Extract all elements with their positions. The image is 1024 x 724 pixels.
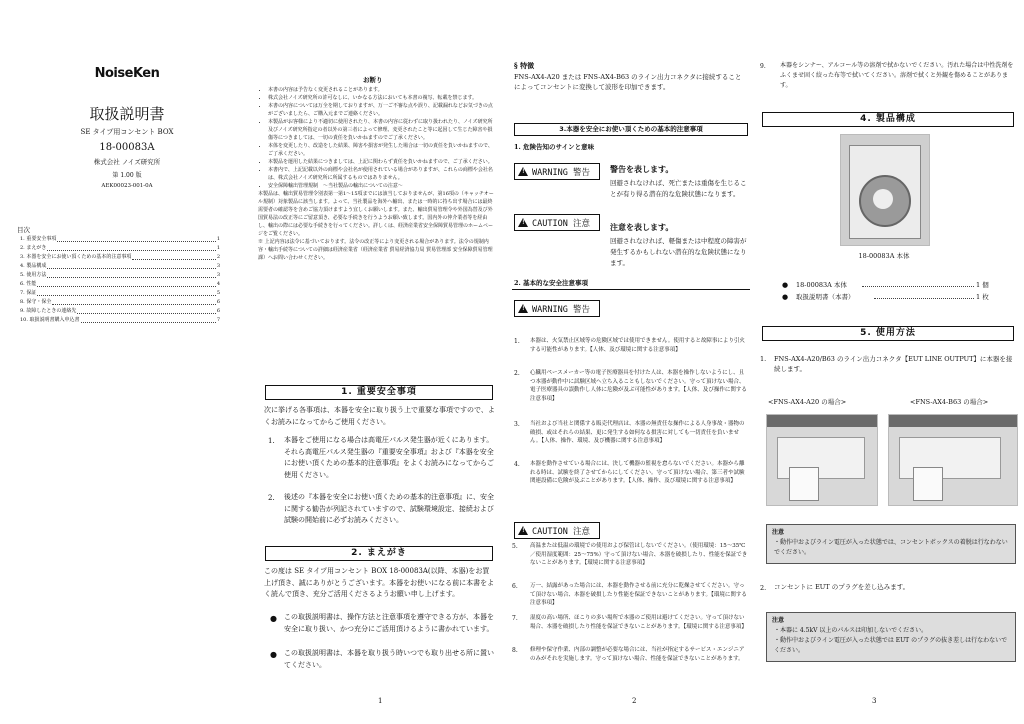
warning-title: 警告を表します。 [610, 164, 674, 174]
toc-item[interactable]: 8. 保守・保全 6 [20, 299, 220, 305]
caution-label-box: ! CAUTION 注意 [514, 522, 600, 539]
doc-subtitle: SE タイプ用コンセント BOX [80, 128, 174, 136]
caution-label-box: ! CAUTION 注意 [514, 214, 600, 231]
notice-heading: お断り [363, 76, 383, 84]
note-item: ・動作中およびライン電圧が入った状態では EUT のプラグの抜き差しは行なわないでください。 [774, 637, 1008, 654]
toc-item[interactable]: 5. 使用方法 3 [20, 272, 220, 278]
caution-item: 修理や保守作業、内部の調整が必要な場合には、当社が指定するサービス・エンジニアのみがそれを実施します。守って頂けない場合、性能を保証できないことがあります。 [530, 647, 745, 662]
step-1: FNS-AX4-A20/B63 のライン出力コネクタ【EUT LINE OUTPUT】に本器を接続します。 [774, 355, 1013, 373]
section3-heading: 3.本器を安全にお使い頂くための基本的注意事項 [514, 123, 748, 136]
caution-title: 注意を表します。 [610, 222, 674, 232]
figure-label-a20: <FNS-AX4-A20 の場合> [768, 398, 847, 406]
section1-item: 後述の『本器を安全にお使い頂くための基本的注意事項』に、安全に関する勧告が列記されていますので、試験環境設定、接続および試験の開始前に必ずお読みください。 [284, 493, 494, 524]
warning-text: 回避されなければ、死亡または重傷を生じることが有り得る潜在的な危険状態になります。 [610, 179, 747, 198]
note-item: ・動作中およびライン電圧が入った状態では、コンセントボックスの着脱は行なわないでください。 [774, 539, 1008, 556]
toc-heading: 目次 [17, 226, 30, 234]
notice-item: • 本書内で、上記記載以外の商標や会社名が使用されている場合がありますが、これらの商標や会社名は、株式会社ノイズ研究所に所属するものではありません。 [268, 166, 494, 182]
section4-heading: 4. 製品構成 [762, 112, 1014, 127]
toc-item[interactable]: 7. 保証 5 [20, 290, 220, 296]
notice-item: • 本書の内容は予告なく変更されることがあります。 [268, 86, 494, 94]
part-name: 18-00083A 本体 [796, 281, 847, 289]
toc-item[interactable]: 10. 取扱説明書購入申込書 7 [20, 317, 220, 323]
caution-triangle-icon [518, 526, 528, 535]
bullet-icon: ● [270, 614, 277, 623]
bullet-icon: ● [270, 650, 277, 659]
section3-sub1: 1. 危険告知のサインと意味 [514, 143, 595, 151]
bullet-icon: ● [782, 293, 789, 301]
section2-item: この取扱説明書は、操作方法と注意事項を遵守できる方が、本器を安全に取り扱い、かつ充分にご活用頂けるように書かれています。 [284, 613, 494, 633]
logo: NoiseKen [94, 66, 160, 81]
toc-item[interactable]: 6. 性能 4 [20, 281, 220, 287]
section1-heading: 1. 重要安全事項 [265, 385, 493, 400]
export-text: 本製品は、輸出貿易管理令別表第一第1～15項までには該当しておりませんが、第16項の（キャッチオール規制）対象製品に該当します。よって、当社製品を海外へ輸出、または一時的に持ち出す場合には最終需要者の確認等を含めご協力頂けますよう宜しくお願いします。また、輸出貿易管理令や外国為替及び外国貿易法の改正等にご留意頂き、必要な手続きを行うようお願い致します。国内外の仲介業者等を経由し、輸出の際には必要な手続きを行ってください。詳しくは、経済産業省安全保障貿易管理のホームページをご覧ください。 [258, 191, 494, 237]
caution-triangle-icon [518, 218, 528, 227]
warning-triangle-icon [518, 167, 528, 176]
caution-text: 回避されなければ、軽傷または中程度の障害が発生するかもしれない潜在的な危険状態になります。 [610, 237, 747, 267]
notice-item: • 株式会社ノイズ研究所の許可なしに、いかなる方法においても本書の複写、転載を禁じます。 [268, 94, 494, 102]
doc-company: 株式会社 ノイズ研究所 [93, 158, 161, 166]
export-footnote: ※ 上記内容は法令に基づいております。法令の改正等により変更される場合があります。法令の規制内容・輸出手続等についての詳細は経済産業省（経済産業省 貿易経済協力局 貿易管理部 安全保障貿易管理課）へお問い合わせください。 [258, 239, 493, 261]
connection-photo-b63 [888, 414, 1018, 506]
caution-item: 万一、結露があった場合には、本器を動作させる前に充分に乾燥させてください。守って頂けない場合、本器を破損したり性能を保証できないことがあります。【環境に関する注意事項】 [530, 583, 747, 606]
section2-intro: この度は SE タイプ用コンセント BOX 18-00083A(以降、本器)をお買上げ頂き、誠にありがとうございます。本器をお使いになる前に本書をよく読んで頂き、充分ご活用くださるようお願い申し上げます。 [264, 567, 495, 598]
features-heading: § 特徴 [514, 61, 535, 70]
doc-title: 取扱説明書 [89, 105, 165, 123]
connection-photo-a20 [766, 414, 878, 506]
doc-model: 18-00083A [99, 142, 155, 153]
warning-item: 本器は、火気禁止区域等の危険区域では使用できません。使用すると故障事により引火する可能性があります。【人体、及び環境に関する注意事項】 [530, 338, 745, 353]
doc-edition: 第 1.00 版 [112, 172, 142, 179]
warning-item: 当社および当社と関係する販売代理店は、本器の無責任な操作による人身事故・器物の破損、或はそれらの結果、更に発生する如何なる損害に対しても一切責任を負いません。【人体、操作、環境、及び機器に関する注意事項】 [530, 421, 745, 444]
page-1: NoiseKen 取扱説明書 SE タイプ用コンセント BOX 18-00083A 株式会社 ノイズ研究所 第 1.00 版 AEK00023-001-0A 目次 1. 重要安全事項 1 2. まえがき 1 3. 本器を安全にお使い頂くための基本的注意事項 2 4. 製品構成 3 5. 使用方法 3 6. 性能 4 7. 保証 5 8. 保守・保全 6 9. 故障したときの連絡先 6 10. 取扱説明書購入申込書 7 お断り • 本書の内容は予告なく変更されることがあります。 • 株式会社ノイズ研究所の許可なしに、いかなる方法においても本書の複写、転載を禁じます。 • 本書の内容については万全を期しておりますが、万一ご不審な点や誤り、記載漏れなどお気づきの点がございましたら、ご購入元までご連絡ください。 • 本製品がお客様により不適切に使用されたり、本書の内容に従わずに取り扱われたり、ノイズ研究所及びノイズ研究所指定の者以外の第三者によって修理、変更されたこと等に起因して生じた障害や損傷等につきましては、一切の責任を負いかねますのでご了承ください。 • 本体を変更したり、改造をした結果、障害や損害が発生した場合は一切の責任を負いかねますので、ご了承ください。 • 本製品を運用した結果につきましては、上記に関わらず責任を負いかねますので、ご了承ください。 • 本書内で、上記記載以外の商標や会社名が使用されている場合がありますが、これらの商標や会社名は、株式会社ノイズ研究所に所属するものではありません。 • 安全保障輸出管理規制 ～当社製品の輸出についての注意～ 本製品は、輸出貿易管理令別表第一第1～15項までには該当しておりませんが、第16項の（キャッチオール規制）対象製品に該当します。よって、当社製品を海外へ輸出、または一時的に持ち出す場合には最終需要者の確認等を含めご協力頂けますよう宜しくお願いします。また、輸出貿易管理令や外国為替及び外国貿易法の改正等にご留意頂き、必要な手続きを行うようお願い致します。国内外の仲介業者等を経由し、輸出の際には必要な手続きを行ってください。詳しくは、経済産業省安全保障貿易管理のホームページをご覧ください。 ※ 上記内容は法令に基づいております。法令の改正等により変更される場合があります。法令の規制内容・輸出手続等についての詳細は経済産業省（経済産業省 貿易経済協力局 貿易管理部 安全保障貿易管理課）へお問い合わせください。 1. 重要安全事項 次に挙げる各事項は、本器を安全に取り扱う上で重要な事項ですので、よくお読みになってからご使用ください。 1. 本器をご使用になる場合は高電圧パルス発生器が近くにあります。それら高電圧パルス発生器の『重要安全事項』および『本器を安全にお使い頂くための基本的注意事項』をよくお読みになってからご使用ください。 2. 後述の『本器を安全にお使い頂くための基本的注意事項』に、安全に関する勧告が列記されていますので、試験環境設定、接続および試験の開始前に必ずお読みください。 2. まえがき この度は SE タイプ用コンセント BOX 18-00083A(以降、本器)をお買上げ頂き、誠にありがとうございます。本器をお使いになる前に本書をよく読んで頂き、充分ご活用くださるようお願い申し上げます。 ● この取扱説明書は、操作方法と注意事項を遵守できる方が、本器を安全に取り扱い、かつ充分にご活用頂けるように書かれています。 ● この取扱説明書は、本器を取り扱う時いつでも取り出せる所に置いてください。 1 [0, 0, 512, 724]
warning-item: 本器を動作させている場合には、決して機器の監視を怠らないでください。本器から離れる時は、試験を終了させてからにしてください。守って頂けない場合、第三者や試験関連設備に危険が及ぶことがあります。【人体、操作、及び環境に関する注意事項】 [530, 461, 745, 484]
caution-item: 高温または低温の環境での使用および保管はしないでください。（使用環境：15～35℃／使用湿度範囲：25～75%）守って頂けない場合、本器を破損したり、性能を保証できないことがあります。【環境に関する注意事項】 [530, 543, 748, 566]
page-3: 9. 本器をシンナー、アルコール等の溶剤で拭かないでください。汚れた場合は中性洗剤をふくませ固く絞った布等で拭いてください。溶剤で拭くと外観を傷めることがあります。 4. 製品構成 18-00083A 本体 ● 18-00083A 本体 1 個 ● 取扱説明書（本書） 1 枚 5. 使用方法 1. FNS-AX4-A20/B63 のライン出力コネクタ【EUT LINE OUTPUT】に本器を接続します。 <FNS-AX4-A20 の場合> <FNS-AX4-B63 の場合> 注意 ・動作中およびライン電圧が入った状態では、コンセントボックスの着脱は行なわないでください。 2. コンセントに EUT のプラグを差し込みます。 注意 ・本器に 4.5kV 以上のパルスは印加しないでください。 ・動作中およびライン電圧が入った状態では EUT のプラグの抜き差しは行なわないでください。 3 [752, 0, 1024, 724]
section1-item: 本器をご使用になる場合は高電圧パルス発生器が近くにあります。それら高電圧パルス発生器の『重要安全事項』および『本器を安全にお使い頂くための基本的注意事項』をよくお読みになってからご使用ください。 [284, 436, 494, 479]
toc-item[interactable]: 2. まえがき 1 [20, 245, 220, 251]
photo-caption: 18-00083A 本体 [858, 252, 910, 260]
warning-triangle-icon [518, 304, 528, 313]
warning-item: 心臓用ペースメーカー等の電子医療器具を付けた人は、本器を操作しないようにし、且つ本器が動作中に試験区域へ立ち入ることもしないでください。守って頂けない場合、電子医療器具の誤動作し人体に危険が及ぶ可能性があります。【人体、及び操作に関する注意事項】 [530, 370, 747, 402]
notice-item: • 安全保障輸出管理規制 ～当社製品の輸出についての注意～ [268, 182, 494, 190]
doc-code: AEK00023-001-0A [101, 183, 153, 189]
notice-item: • 本製品がお客様により不適切に使用されたり、本書の内容に従わずに取り扱われたり、ノイズ研究所及びノイズ研究所指定の者以外の第三者によって修理、変更されたこと等に起因して生じた障害や損傷等につきましては、一切の責任を負いかねますのでご了承ください。 [268, 118, 494, 142]
note-box [766, 612, 1016, 662]
note-title: 注意 [772, 529, 785, 536]
page-number: 1 [378, 697, 383, 705]
section5-heading: 5. 使用方法 [762, 326, 1014, 341]
section2-item: この取扱説明書は、本器を取り扱う時いつでも取り出せる所に置いてください。 [284, 649, 494, 669]
notice-item: • 本体を変更したり、改造をした結果、障害や損害が発生した場合は一切の責任を負いかねますので、ご了承ください。 [268, 142, 494, 158]
notice-item: • 本製品を運用した結果につきましては、上記に関わらず責任を負いかねますので、ご了承ください。 [268, 158, 494, 166]
bullet-icon: ● [782, 281, 789, 289]
note-box [766, 524, 1016, 564]
toc-item[interactable]: 4. 製品構成 3 [20, 263, 220, 269]
features-text: FNS-AX4-A20 または FNS-AX4-B63 のライン出力コネクタに接続することによってコンセントに変換して波形を印加できます。 [514, 73, 742, 91]
notice-item: • 本書の内容については万全を期しておりますが、万一ご不審な点や誤り、記載漏れなどお気づきの点がございましたら、ご購入元までご連絡ください。 [268, 102, 494, 118]
section1-intro: 次に挙げる各事項は、本器を安全に取り扱う上で重要な事項ですので、よくお読みになってからご使用ください。 [264, 406, 495, 426]
section3-sub2: 2. 基本的な安全注意事項 [514, 279, 589, 287]
step-2: コンセントに EUT のプラグを差し込みます。 [774, 583, 910, 591]
part-name: 取扱説明書（本書） [796, 293, 855, 301]
figure-label-b63: <FNS-AX4-B63 の場合> [910, 398, 989, 406]
toc-item[interactable]: 1. 重要安全事項 1 [20, 236, 220, 242]
part-qty: 1 個 [976, 281, 989, 289]
warning-label-box: ! WARNING 警告 [514, 163, 600, 180]
caution-item: 湿度の高い場所、ほこりの多い場所で本器のご使用は避けてください。守って頂けない場合、本器を破損したり性能を保証できないことがあります。【環境に関する注意事項】 [530, 615, 747, 630]
note-title: 注意 [772, 617, 785, 624]
product-photo [840, 134, 930, 246]
page-number: 2 [632, 697, 637, 705]
section2-heading: 2. まえがき [265, 546, 493, 561]
divider [512, 289, 750, 290]
page-2: § 特徴 FNS-AX4-A20 または FNS-AX4-B63 のライン出力コネクタに接続することによってコンセントに変換して波形を印加できます。 3.本器を安全にお使い頂くための基本的注意事項 1. 危険告知のサインと意味 ! WARNING 警告 警告を表します。 回避されなければ、死亡または重傷を生じることが有り得る潜在的な危険状態になります。 ! CAUTION 注意 注意を表します。 回避されなければ、軽傷または中程度の障害が発生するかもしれない潜在的な危険状態になります。 2. 基本的な安全注意事項 ! WARNING 警告 1. 本器は、火気禁止区域等の危険区域では使用できません。使用すると故障事により引火する可能性があります。【人体、及び環境に関する注意事項】 2. 心臓用ペースメーカー等の電子医療器具を付けた人は、本器を操作しないようにし、且つ本器が動作中に試験区域へ立ち入ることもしないでください。守って頂けない場合、電子医療器具の誤動作し人体に危険が及ぶ可能性があります。【人体、及び操作に関する注意事項】 3. 当社および当社と関係する販売代理店は、本器の無責任な操作による人身事故・器物の破損、或はそれらの結果、更に発生する如何なる損害に対しても一切責任を負いません。【人体、操作、環境、及び機器に関する注意事項】 4. 本器を動作させている場合には、決して機器の監視を怠らないでください。本器から離れる時は、試験を終了させてからにしてください。守って頂けない場合、第三者や試験関連設備に危険が及ぶことがあります。【人体、操作、及び環境に関する注意事項】 ! CAUTION 注意 5. 高温または低温の環境での使用および保管はしないでください。（使用環境：15～35℃／使用湿度範囲：25～75%）守って頂けない場合、本器を破損したり、性能を保証できないことがあります。【環境に関する注意事項】 6. 万一、結露があった場合には、本器を動作させる前に充分に乾燥させてください。守って頂けない場合、本器を破損したり性能を保証できないことがあります。【環境に関する注意事項】 7. 湿度の高い場所、ほこりの多い場所で本器のご使用は避けてください。守って頂けない場合、本器を破損したり性能を保証できないことがあります。【環境に関する注意事項】 8. 修理や保守作業、内部の調整が必要な場合には、当社が指定するサービス・エンジニアのみがそれを実施します。守って頂けない場合、性能を保証できないことがあります。 2 [512, 0, 752, 724]
caution-item: 本器をシンナー、アルコール等の溶剤で拭かないでください。汚れた場合は中性洗剤をふくませ固く絞った布等で拭いてください。溶剤で拭くと外観を傷めることがあります。 [780, 62, 1014, 89]
notice-list [258, 86, 494, 371]
part-qty: 1 枚 [976, 293, 989, 301]
toc-item[interactable]: 9. 故障したときの連絡先 6 [20, 308, 220, 314]
note-item: ・本器に 4.5kV 以上のパルスは印加しないでください。 [774, 627, 928, 634]
toc [20, 235, 220, 325]
page-number: 3 [872, 697, 877, 705]
warning-label-box: ! WARNING 警告 [514, 300, 600, 317]
toc-item[interactable]: 3. 本器を安全にお使い頂くための基本的注意事項 2 [20, 254, 220, 260]
